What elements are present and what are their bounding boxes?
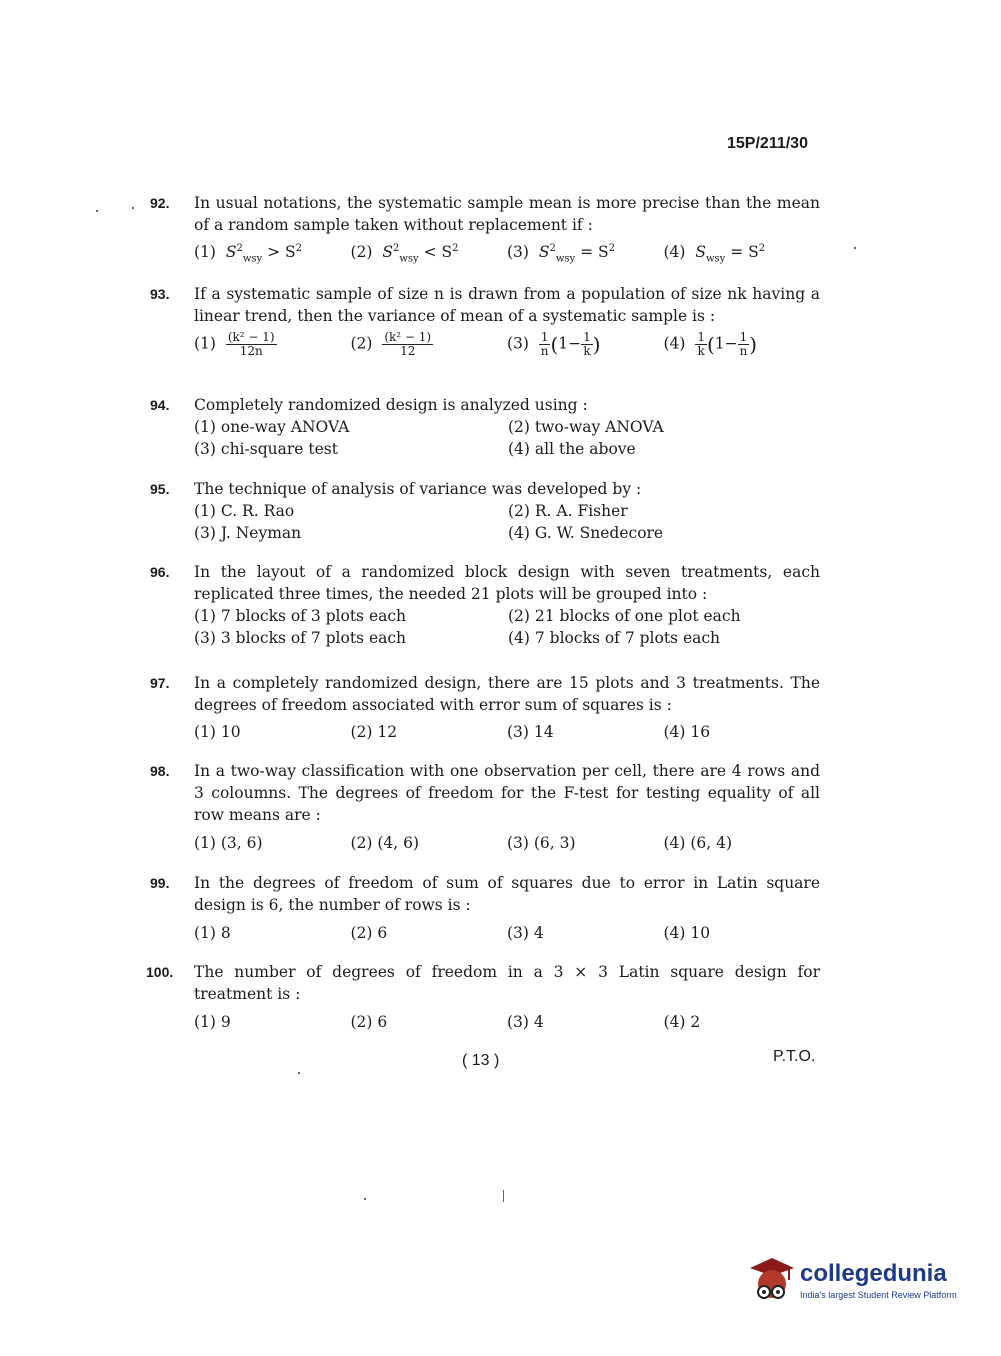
option-4: (4) (6, 4)	[663, 834, 733, 852]
question-number: 100.	[146, 964, 174, 980]
question-number: 97.	[150, 675, 170, 691]
question-98	[150, 760, 820, 854]
question-99	[150, 872, 820, 944]
option-3: (3) 14	[507, 723, 554, 741]
scan-speck	[96, 210, 98, 212]
question-number: 94.	[150, 397, 170, 413]
option-3: (3) 3 blocks of 7 plots each	[194, 629, 407, 647]
question-94	[150, 394, 820, 460]
option-3: (3) (6, 3)	[507, 834, 576, 852]
logo-mascot-icon	[744, 1254, 796, 1306]
option-4: (4) 7 blocks of 7 plots each	[508, 629, 721, 647]
question-text: In the degrees of freedom of sum of squares due to error in Latin square design is 6, the number of rows is :	[194, 874, 820, 914]
scan-speck	[364, 1198, 366, 1200]
question-number: 98.	[150, 763, 170, 779]
question-text: If a systematic sample of size n is drawn from a population of size nk having a linear trend, then the variance of mean of a systematic sample is :	[194, 285, 820, 325]
question-number: 99.	[150, 875, 170, 891]
options	[194, 238, 820, 270]
option-3: (3) chi-square test	[194, 440, 338, 458]
options	[194, 832, 820, 854]
question-number: 93.	[150, 286, 170, 302]
options	[194, 416, 820, 460]
paper-code: 15P/211/30	[727, 135, 808, 152]
logo-tagline: India's largest Student Review Platform	[800, 1290, 957, 1300]
page-number: ( 13 )	[462, 1052, 500, 1069]
option-2: (2) 12	[350, 723, 398, 741]
scan-speck	[298, 1072, 300, 1074]
option-2: (2) $\frac{\text{(k² − 1)}}{12}$	[350, 330, 432, 358]
scan-speck	[854, 247, 856, 249]
question-95	[150, 478, 820, 544]
option-2: (2) two-way ANOVA	[508, 418, 664, 436]
options	[194, 331, 820, 358]
option-4: (4) 10	[663, 924, 711, 942]
option-2: (2) $S^2_{wsy} < S^2$	[350, 243, 459, 265]
option-2: (2) 6	[350, 924, 388, 942]
option-2: (2) 6	[350, 1013, 388, 1031]
option-1: (1) $\frac{\text{(k² − 1)}}{12n}$	[194, 330, 275, 358]
options	[194, 500, 820, 544]
question-text: In usual notations, the systematic sample mean is more precise than the mean of a random sample taken without replacement if :	[194, 194, 820, 234]
option-2: (2) 21 blocks of one plot each	[508, 607, 741, 625]
options	[194, 1011, 820, 1033]
question-93	[150, 283, 820, 358]
scan-speck	[132, 207, 134, 209]
question-text: In a completely randomized design, there are 15 plots and 3 treatments. The degrees of freedom associated with error sum of squares is :	[194, 674, 820, 714]
option-1: (1) (3, 6)	[194, 834, 263, 852]
option-1: (1) $S^2_{wsy} > S^2$	[194, 243, 303, 265]
question-97	[150, 672, 820, 743]
option-3: (3) $S^2_{wsy} = S^2$	[507, 243, 616, 265]
options	[194, 721, 820, 743]
option-3: (3) 4	[507, 924, 544, 942]
question-text: In a two-way classification with one observation per cell, there are 4 rows and 3 coloumns. The degrees of freedom for the F-test for testing equality of all row means are :	[194, 762, 820, 824]
option-1: (1) 7 blocks of 3 plots each	[194, 607, 407, 625]
option-4: (4) 2	[663, 1013, 701, 1031]
question-text: The number of degrees of freedom in a 3 × 3 Latin square design for treatment is :	[194, 963, 820, 1003]
question-92	[150, 192, 820, 270]
collegedunia-logo[interactable]	[744, 1254, 957, 1306]
option-3: (3) J. Neyman	[194, 524, 302, 542]
question-text: Completely randomized design is analyzed using :	[194, 396, 588, 414]
option-4: (4) G. W. Snedecore	[508, 524, 664, 542]
option-4: (4) all the above	[508, 440, 636, 458]
logo-brand: collegedunia	[800, 1260, 947, 1287]
question-text: In the layout of a randomized block design with seven treatments, each replicated three times, the needed 21 plots will be grouped into :	[194, 563, 820, 603]
question-text: The technique of analysis of variance was developed by :	[194, 480, 642, 498]
question-100	[146, 961, 820, 1033]
options	[194, 922, 820, 944]
options	[194, 605, 820, 649]
question-number: 96.	[150, 564, 170, 580]
option-2: (2) R. A. Fisher	[508, 502, 628, 520]
option-1: (1) C. R. Rao	[194, 502, 295, 520]
option-1: (1) 10	[194, 723, 241, 741]
option-4: (4) $S_{wsy} = S^2$	[663, 243, 766, 265]
question-number: 95.	[150, 481, 170, 497]
scan-speck	[503, 1190, 504, 1202]
option-4: (4) 16	[663, 723, 711, 741]
option-2: (2) (4, 6)	[350, 834, 420, 852]
option-4: (4) $\frac{1}{k}$ (1− $\frac{1}{n}$ )	[663, 330, 758, 358]
pto-label: P.T.O.	[773, 1048, 816, 1065]
question-96	[150, 561, 820, 649]
option-1: (1) one-way ANOVA	[194, 418, 350, 436]
option-1: (1) 9	[194, 1013, 231, 1031]
option-3: (3) 4	[507, 1013, 544, 1031]
question-number: 92.	[150, 195, 170, 211]
option-1: (1) 8	[194, 924, 231, 942]
option-3: (3) $\frac{1}{n}$ (1− $\frac{1}{k}$ )	[507, 330, 601, 358]
